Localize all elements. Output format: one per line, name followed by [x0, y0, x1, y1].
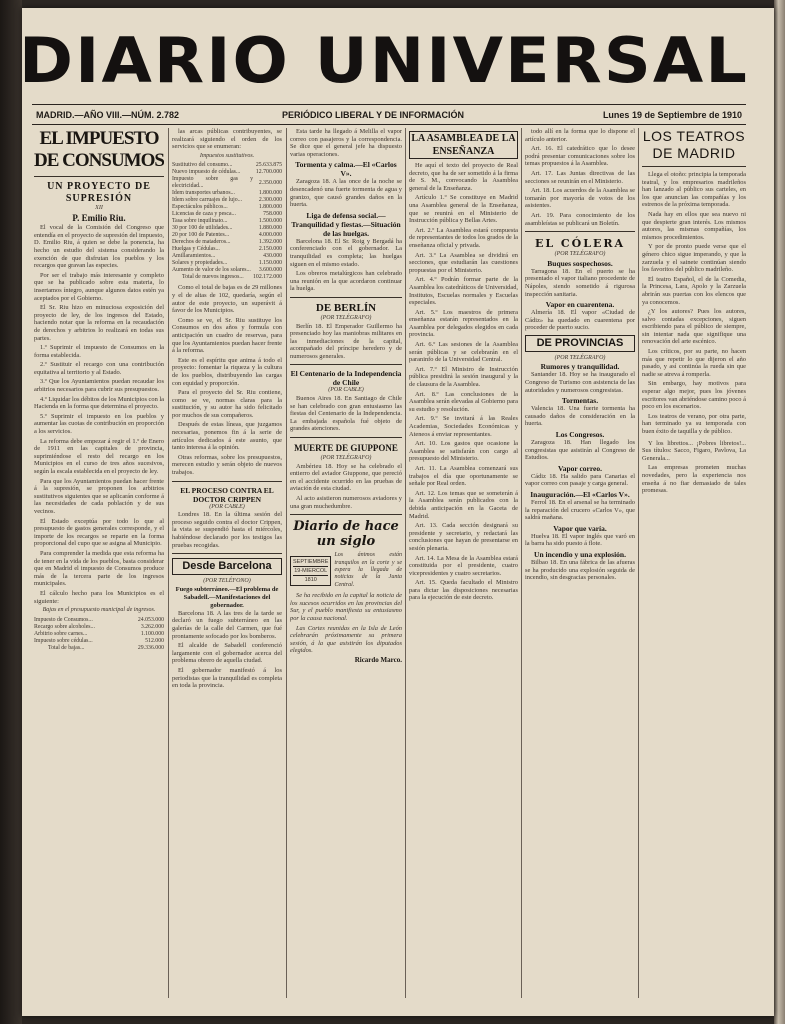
barcelona-deck: Fuego subterráneo.—El problema de Sabadell.—Manifestaciones del gobernador. — [175, 585, 279, 609]
binding-left-shadow — [0, 0, 22, 1024]
row-value: 1.100.000 — [140, 630, 164, 637]
table-caption: Bajas en el presupuesto municipal de ingresos. — [42, 607, 156, 614]
crippen-headline: EL PROCESO CONTRA EL DOCTOR CRIPPEN — [180, 485, 274, 504]
teatros-headline: LOS TEATROS DE MADRID — [642, 128, 746, 161]
table-row — [172, 218, 282, 225]
row-value: 2.150.000 — [258, 246, 282, 253]
row-value: 1.800.000 — [258, 190, 282, 197]
berlin-headline: DE BERLÍN — [315, 301, 377, 314]
row-label: Impuesto sobre gas y electricidad... — [172, 176, 254, 190]
divider — [172, 481, 282, 482]
tagline: PERIÓDICO LIBERAL Y DE INFORMACIÓN — [282, 110, 465, 120]
table-total-row — [172, 274, 282, 281]
divider — [34, 176, 164, 177]
row-label: Recargo sobre alcoholes... — [34, 623, 95, 630]
bajas-table — [34, 617, 164, 652]
table-row — [172, 246, 282, 253]
table-row — [172, 211, 282, 218]
divider — [172, 553, 282, 554]
colera-subhead: Buques sospechosos. — [547, 258, 613, 268]
table-total-row — [34, 645, 164, 652]
provincias-subhead: Vapor correo. — [557, 463, 603, 473]
divider — [642, 166, 746, 167]
teatros-tail: Y los librettos... ¡Pobres libretos!... Sus títulos: Sacco, Figaro, Pavlova, La Generala... — [642, 439, 746, 462]
giuppone-dateline: (POR TELÉGRAFO) — [320, 455, 372, 462]
provincias-subhead: Un incendio y una explosión. — [534, 549, 626, 559]
row-value: 3.600.000 — [258, 267, 282, 274]
total-value: 102.172.000 — [253, 274, 282, 281]
issue-number: MADRID.—AÑO VIII.—NÚM. 2.782 — [36, 110, 180, 120]
row-value: 512.000 — [145, 637, 164, 644]
masthead-title: DIARIO UNIVERSAL — [19, 24, 749, 97]
divider — [290, 437, 402, 438]
masthead-rule-top — [32, 104, 746, 105]
date-box-row — [290, 552, 402, 589]
body-text-block: El vocal de la Comisión del Congreso que entendía en el proyecto de supresión del impuesto, D. Emilio Riu, á quien se debe la ponencia, ha hecho un estudio del sistema considerando la exención de que disfrutan los pueblos y los recargos que gravan las especies. Por ser el trabajo más interesante y completo que se ha publicado sobre esta materia, lo insertamos íntegro, aunque algunos datos estén ya aceptados por el Gobierno. El Sr. Riu hizo en minuciosa exposición del proyecto de ley, de los ingresos del Estado, haciendo notar que la reforma en la recaudación de derechos y arbitrios lo realizará en todas sus partes. 1.º Suprimir el impuesto de Consumos en la forma establecida. 2.º Sustituir el recargo con una contribución equitativa al territorio y al Estado. 3.º Que los Ayuntamientos puedan recaudar los arbitrios necesarios para cubrir sus presupuestos. 4.º Liquidar los débitos de los Municipios con la Hacienda en la forma que determina el proyecto. 5.º Suprimir el impuesto en los pueblos y aumentar las cuotas de contribución en proporción a los servicios. La reforma debe empezar á regir el 1.º de Enero de 1911 en las capitales de provincia, suprimiéndose el resto del recargo en los Municipios en el curso de tres años sucesivos, según la escala establecida en el proyecto de ley. Para que los Ayuntamientos puedan hacer frente á la supresión, se proponen los arbitrios sustitutivos siguientes que se aplicarán conforme á las necesidades de cada población y de sus vecinos. El Estado exceptúa por todo lo que al presupuesto de gastos generales corresponde, y el importe de los recargos se reparte en la forma proporcional del cupo que se asigna al Municipio. Para comprender la medida que esta reforma ha de tener en la vida de los pueblos, basta considerar que en Madrid el impuesto de Consumos produce más de la tercera parte de los ingresos municipales. El cálculo hecho para los Municipios es el siguiente: — [34, 224, 164, 605]
row-value: 4.000.000 — [258, 232, 282, 239]
masthead-rule-bottom — [32, 124, 746, 125]
total-label: Total de nuevos ingresos... — [182, 274, 244, 281]
table-row — [34, 624, 164, 631]
total-value: 29.336.000 — [137, 644, 164, 651]
diario-signature: Ricardo Marco. — [354, 655, 402, 664]
binding-right-pages — [774, 0, 785, 1024]
section-heading: Liga de defensa social.—Tranquilidad y fiestas.—Situación de las huelgas. — [291, 210, 401, 238]
row-label: Arbitrio sobre carnes... — [34, 630, 88, 637]
article-numeral: XII — [95, 205, 103, 211]
calendar-date-box — [290, 556, 331, 586]
table-row — [172, 197, 282, 204]
row-value: 1.880.000 — [258, 225, 282, 232]
row-label: 30 por 100 de utilidades... — [172, 225, 233, 232]
headline-consumos: EL IMPUESTO DE CONSUMOS — [34, 128, 164, 171]
row-label: Licencias de caza y pesca... — [172, 211, 236, 218]
provincias-subhead: Los Congresos. — [555, 430, 605, 440]
row-value: 430.000 — [263, 253, 282, 260]
column-2: las arcas públicas contribuyentes, se realizará siguiendo el orden de los servicios que se enumeran: Impuestos sustitutivos. Sustitutivo del consumo... 25.633.875 Nuevo impuesto de cédulas... 12.700.000 Impuesto sobre gas y electricidad... 2.350.000 Idem transportes urbanos... 1.800.000 Idem sobre carruajes de lujo... 2.300.000 Espectáculos públicos... 1.800.000 Licencias de caza y pesca... 758.000 Tasa sobre inquilinato... 1.500.000 30 por 100 de utilidades... 1.880.000 20 por 100 de Patentes... 4.000.000 Derechos de mataderos... 1.392.000 Huelgas y Cédulas... 2.150.000 Amillaramientos... 430.000 Solares y propiedades... 1.150.000 Aumento de valor de los solares... 3.600.000 Total de nuevos ingresos... 102.172.000 Como el total de bajas es de 29 millones y el de altas de 102, quedaría, según el autor de este proyecto, un superávit á favor de los Municipios. Como se ve, el Sr. Riu sustituye los Consumos en dos años y formula con anticipación un cuadro de reservas, para que los Ayuntamientos puedan hacer frente á la reforma. Este es el espíritu que anima á todo el proyecto: fomentar la riqueza y la cultura de los pueblos, distribuyendo las cargas con equidad y proporción. Para el proyecto del Sr. Riu contiene, como se ve, normas claras para la sustitución, y su autor ha sido felicitado por muchos de sus compañeros. Después de estas líneas, que juzgamos necesarias, ponemos fin á la serie de artículos dedicados á este asunto, que tanto interesa á la opinión. Otras reformas, sobre los presupuestos, merecen estudio y serán objeto de nuevos trabajos. EL PROCESO CONTRA EL DOCTOR CRIPPEN (POR CABLE) Londres 18. En la última sesión del proceso seguido contra el doctor Crippen, la vista se suspendió hasta el miércoles, habiéndose declarado por los testigos las pruebas recogidas. Desde Barcelona (POR TELÉFONO) Fuego subterráneo.—El problema de Sabadell.—Manifestaciones del gobernador. Barcelona 18. A las tres de la tarde se declaró un fuego subterráneo en las galerías de la calle del Carmen, que fué prontamente sofocado por los bomberos. El alcalde de Sabadell conferenció largamente con el gobernador acerca del problema obrero de aquella ciudad. El gobernador manifestó á los periodistas que la tranquilidad es completa en toda la provincia. — [172, 128, 282, 690]
table-row — [34, 631, 164, 638]
column-6: LOS TEATROS DE MADRID Llega el otoño: principia la temporada teatral, y los empresarios madrileños han lanzado al público sus carteles, en los que anuncian las compañías y los estrenos de la próxima temporada. Nada hay en ellos que sea nuevo ni que despierte gran interés. Los mismos autores, las mismas compañías, los mismos procedimientos. Y por de pronto puede verse que el género chico sigue imperando, y que la zarzuela y el sainete continúan siendo los favoritos del público madrileño. El teatro Español, el de la Comedia, la Princesa, Lara, Apolo y la Zarzuela abrirán sus puertas con los elencos que ya conocemos. ¿Y los autores? Pues los autores, salvo contadas excepciones, siguen escribiendo para el público de siempre, sin intentar nada que signifique una renovación del arte escénico. Los críticos, por su parte, no hacen más que repetir lo que dijeron el año pasado, y así continúa la rueda sin que nadie se atreva á romperla. Sin embargo, hay motivos para esperar algo mejor, pues los jóvenes escritores van abriéndose camino poco á poco en los escenarios. Los teatros de verano, por otra parte, han terminado ya su temporada con buen éxito de taquilla y de público. Y los librettos... ¡Pobres libretos!... Sus títulos: Sacco, Figaro, Pavlova, La Generala... Las empresas prometen muchas novedades, pero la experiencia nos enseña á no fiar demasiado de tales promesas. — [642, 128, 746, 495]
crippen-dateline: (POR CABLE) — [209, 503, 245, 510]
row-label: Espectáculos públicos... — [172, 204, 228, 211]
date-month: SEPTIEMBRE — [293, 558, 329, 565]
provincias-dateline: (POR TELÉGRAFO) — [554, 354, 606, 361]
provincias-subhead: Rumores y tranquilidad. — [540, 362, 620, 372]
table-title: Impuestos sustitutivos. — [199, 152, 255, 159]
table-row — [172, 162, 282, 169]
row-value: 2.300.000 — [258, 197, 282, 204]
chile-dateline: (POR CABLE) — [328, 387, 364, 394]
row-value: 1.150.000 — [258, 260, 282, 267]
row-value: 24.053.000 — [137, 616, 164, 623]
table-row — [172, 190, 282, 197]
date-year: 1810 — [304, 576, 317, 583]
divider — [290, 297, 402, 298]
table-row — [172, 260, 282, 267]
provincias-headline: DE PROVINCIAS — [525, 335, 635, 352]
column-3: Esta tarde ha llegado á Melilla el vapor correo con pasajeros y la correspondencia. Se dice que el general jefe ha dispuesto varias operaciones. Tormenta y calma.—El «Carlos V». Zaragoza 18. A las once de la noche se desencadenó una fuerte tormenta de agua y granizo, que causó grandes daños en la huerta. Liga de defensa social.—Tranquilidad y fiestas.—Situación de las huelgas. Barcelona 18. El Sr. Roig y Bergadá ha conferenciado con el gobernador. La tranquilidad es completa; las huelgas siguen en el mismo estado. Los obreros metalúrgicos han celebrado una reunión en la que acordaron continuar la huelga. DE BERLÍN (POR TELÉGRAFO) Berlín 18. El Emperador Guillermo ha presenciado hoy las maniobras militares en las inmediaciones de la capital, acompañado del príncipe heredero y de numerosos generales. El Centenario de la Independencia de Chile (POR CABLE) Buenos Aires 18. En Santiago de Chile se han celebrado con gran entusiasmo las fiestas del Centenario de la Independencia. La embajada española fué objeto de grandes atenciones. MUERTE DE GIUPPONE (POR TELÉGRAFO) Ambérieu 18. Hoy se ha celebrado el entierro del aviador Giuppone, que pereció en el accidente ocurrido en las pruebas de aviación de esta ciudad. Al acto asistieron numerosos aviadores y una gran muchedumbre. Diario de hace un siglo SEPTIEMBRE 19-MIERCOL 1810 Los ánimos están tranquilos en la corte y se espera la llegada de noticias de la Junta Central. Se ha recibido en la capital la noticia de los sucesos ocurridos en las provincias del Sur, y el pueblo manifiesta su entusiasmo por la causa nacional. Las Cortes reunidas en la Isla de León celebrarán próximamente su primera sesión, á la que asistirán los diputados elegidos. Ricardo Marco. — [290, 128, 402, 664]
issue-date: Lunes 19 de Septiembre de 1910 — [602, 110, 742, 120]
barcelona-dateline: (POR TELÉFONO) — [203, 578, 251, 585]
row-value: 25.633.875 — [255, 162, 282, 169]
provincias-subhead: Inauguración.—El «Carlos V». — [530, 490, 630, 499]
column-1 — [34, 128, 164, 998]
table-row — [172, 225, 282, 232]
column-rule — [521, 128, 522, 998]
row-label: Impuesto de Consumos... — [34, 616, 93, 623]
row-label: Huelgas y Cédulas... — [172, 246, 220, 253]
subhead-supresion: UN PROYECTO DE SUPRESIÓN — [47, 181, 151, 204]
row-label: Derechos de mataderos... — [172, 239, 231, 246]
berlin-dateline: (POR TELÉGRAFO) — [320, 314, 372, 321]
provincias-subhead: Tormentas. — [561, 396, 599, 406]
section-heading: Tormenta y calma.—El «Carlos V». — [295, 160, 397, 179]
row-label: 20 por 100 de Patentes... — [172, 232, 230, 239]
row-label: Solares y propiedades... — [172, 260, 228, 267]
column-5: todo allí en la forma que lo dispone el artículo anterior. Art. 16. El catedrático que lo desee podrá presentar comunicaciones sobre los temas propuestos á la Asamblea. Art. 17. Las Juntas directivas de las secciones se reunirán en el Ministerio. Art. 18. Los acuerdos de la Asamblea se tomarán por mayoría de votos de los asistentes. Art. 19. Para conocimiento de los asambleístas se publicará un Boletín. EL CÓLERA (POR TELÉGRAFO) Buques sospechosos. Tarragona 18. En el puerto se ha presentado el vapor italiano procedente de Nápoles, siendo sometido á rigurosa inspección sanitaria. Vapor en cuarentena. Almería 18. El vapor «Ciudad de Cádiz» ha quedado en cuarentena por proceder de puerto sucio. DE PROVINCIAS (POR TELÉGRAFO) Rumores y tranquilidad. Santander 18. Hoy se ha inaugurado el Congreso de Turismo con asistencia de las autoridades y numerosos congresistas. Tormentas. Valencia 18. Una fuerte tormenta ha causado daños de consideración en la huerta. Los Congresos. Zaragoza 18. Han llegado los congresistas que asistirán al Congreso de Estudios. Vapor correo. Cádiz 18. Ha salido para Canarias el vapor correo con pasaje y carga general. Inauguración.—El «Carlos V». Ferrol 18. En el arsenal se ha terminado la reparación del crucero «Carlos V», que saldrá mañana. Vapor que varía. Huelva 18. El vapor inglés que varó en la barra ha sido puesto á flote. Un incendio y una explosión. Bilbao 18. En una fábrica de las afueras se ha producido una explosión seguida de incendio, sin desgracias personales. — [525, 128, 635, 582]
giuppone-headline: MUERTE DE GIUPPONE — [294, 443, 398, 454]
row-value: 1.500.000 — [258, 218, 282, 225]
column-rule — [286, 128, 287, 998]
column-rule — [638, 128, 639, 998]
barcelona-headline: Desde Barcelona — [172, 558, 282, 575]
column-rule — [168, 128, 169, 998]
issue-strip — [34, 108, 744, 124]
table-row — [172, 253, 282, 260]
row-value: 3.262.000 — [140, 623, 164, 630]
date-box-text: Los ánimos están tranquilos en la corte y se espera la llegada de noticias de la Junta Central. — [334, 552, 402, 588]
row-label: Nuevo impuesto de cédulas... — [172, 169, 241, 176]
row-label: Tasa sobre inquilinato... — [172, 218, 228, 225]
table-row — [34, 638, 164, 645]
divider — [525, 231, 635, 232]
table-row — [34, 617, 164, 624]
asamblea-headline: LA ASAMBLEA DE LA ENSEÑANZA — [409, 131, 518, 159]
diario-siglo-headline: Diario de hace un siglo — [293, 519, 399, 550]
table-row — [172, 176, 282, 190]
author-name: P. Emilio Riu. — [72, 212, 126, 223]
row-label: Sustitutivo del consumo... — [172, 162, 233, 169]
colera-headline: EL CÓLERA — [534, 237, 626, 251]
date-day: 19-MIERCOL — [294, 567, 328, 574]
colera-dateline: (POR TELÉGRAFO) — [554, 251, 606, 258]
row-value: 2.350.000 — [258, 179, 282, 186]
sustitutivos-table — [172, 162, 282, 281]
column-4: LA ASAMBLEA DE LA ENSEÑANZA He aquí el texto del proyecto de Real decreto, que ha de ser sometido á la firma de S. M., convocando la Asamblea general de la Enseñanza. Artículo 1.º Se constituye en Madrid una Asamblea general de la Enseñanza, que se reunirá en el Ministerio de Instrucción pública y Bellas Artes. Art. 2.º La Asamblea estará compuesta de representantes de todos los grados de la enseñanza oficial y privada. Art. 3.º La Asamblea se dividirá en secciones, que estudiarán las cuestiones propuestas por el Ministerio. Art. 4.º Podrán formar parte de la Asamblea los catedráticos de Universidad, Institutos, Escuelas normales y Escuelas especiales. Art. 5.º Los maestros de primera enseñanza estarán representados en la Asamblea por delegados elegidos en cada provincia. Art. 6.º Las sesiones de la Asamblea serán públicas y se celebrarán en el paraninfo de la Universidad Central. Art. 7.º El Ministro de Instrucción pública presidirá la sesión inaugural y la de clausura de la Asamblea. Art. 8.º Las conclusiones de la Asamblea serán elevadas al Gobierno para su estudio y resolución. Art. 9.º Se invitará á las Reales Academias, Sociedades Económicas y Ateneos á enviar representantes. Art. 10. Los gastos que ocasione la Asamblea se satisfarán con cargo al presupuesto del Ministerio. Art. 11. La Asamblea comenzará sus trabajos el día que oportunamente se señale por Real orden. Art. 12. Los temas que se someterán á la Asamblea serán publicados con la debida anticipación en la Gaceta de Madrid. Art. 13. Cada sección designará su presidente y secretario, y redactará las conclusiones que hayan de presentarse en sesión plenaria. Art. 14. La Mesa de la Asamblea estará constituida por el presidente, cuatro vicepresidentes y cuatro secretarios. Art. 15. Queda facultado el Ministro para dictar las disposiciones necesarias para la ejecución de este decreto. — [409, 133, 518, 602]
divider — [290, 364, 402, 365]
table-row — [172, 232, 282, 239]
row-value: 758.000 — [263, 211, 282, 218]
column-rule — [405, 128, 406, 998]
chile-headline: El Centenario de la Independencia de Chile — [290, 369, 402, 388]
table-row — [172, 204, 282, 211]
row-label: Impuesto sobre cédulas... — [34, 637, 93, 644]
row-label: Aumento de valor de los solares... — [172, 267, 251, 274]
table-row — [172, 169, 282, 176]
row-label: Amillaramientos... — [172, 253, 216, 260]
row-value: 12.700.000 — [255, 169, 282, 176]
total-label: Total de bajas... — [48, 644, 85, 651]
row-label: Idem transportes urbanos... — [172, 190, 235, 197]
table-row — [172, 267, 282, 274]
divider — [290, 514, 402, 515]
row-value: 1.800.000 — [258, 204, 282, 211]
colera-subhead: Vapor en cuarentena. — [545, 300, 615, 310]
row-value: 1.392.000 — [258, 239, 282, 246]
provincias-subhead: Vapor que varía. — [553, 523, 607, 533]
row-label: Idem sobre carruajes de lujo... — [172, 197, 243, 204]
table-row — [172, 239, 282, 246]
body-text-block: Como el total de bajas es de 29 millones y el de altas de 102, quedaría, según el autor de este proyecto, un superávit á favor de los Municipios. Como se ve, el Sr. Riu sustituye los Consumos en dos años y formula con anticipación un cuadro de reservas, para que los Ayuntamientos puedan hacer frente á la reforma. Este es el espíritu que anima á todo el proyecto: fomentar la riqueza y la cultura de los pueblos, distribuyendo las cargas con equidad y proporción. Para el proyecto del Sr. Riu contiene, como se ve, normas claras para la sustitución, y su autor ha sido felicitado por muchos de sus compañeros. Después de estas líneas, que juzgamos necesarias, ponemos fin á la serie de artículos dedicados á este asunto, que tanto interesa á la opinión. Otras reformas, sobre los presupuestos, merecen estudio y serán objeto de nuevos trabajos. — [172, 284, 282, 477]
